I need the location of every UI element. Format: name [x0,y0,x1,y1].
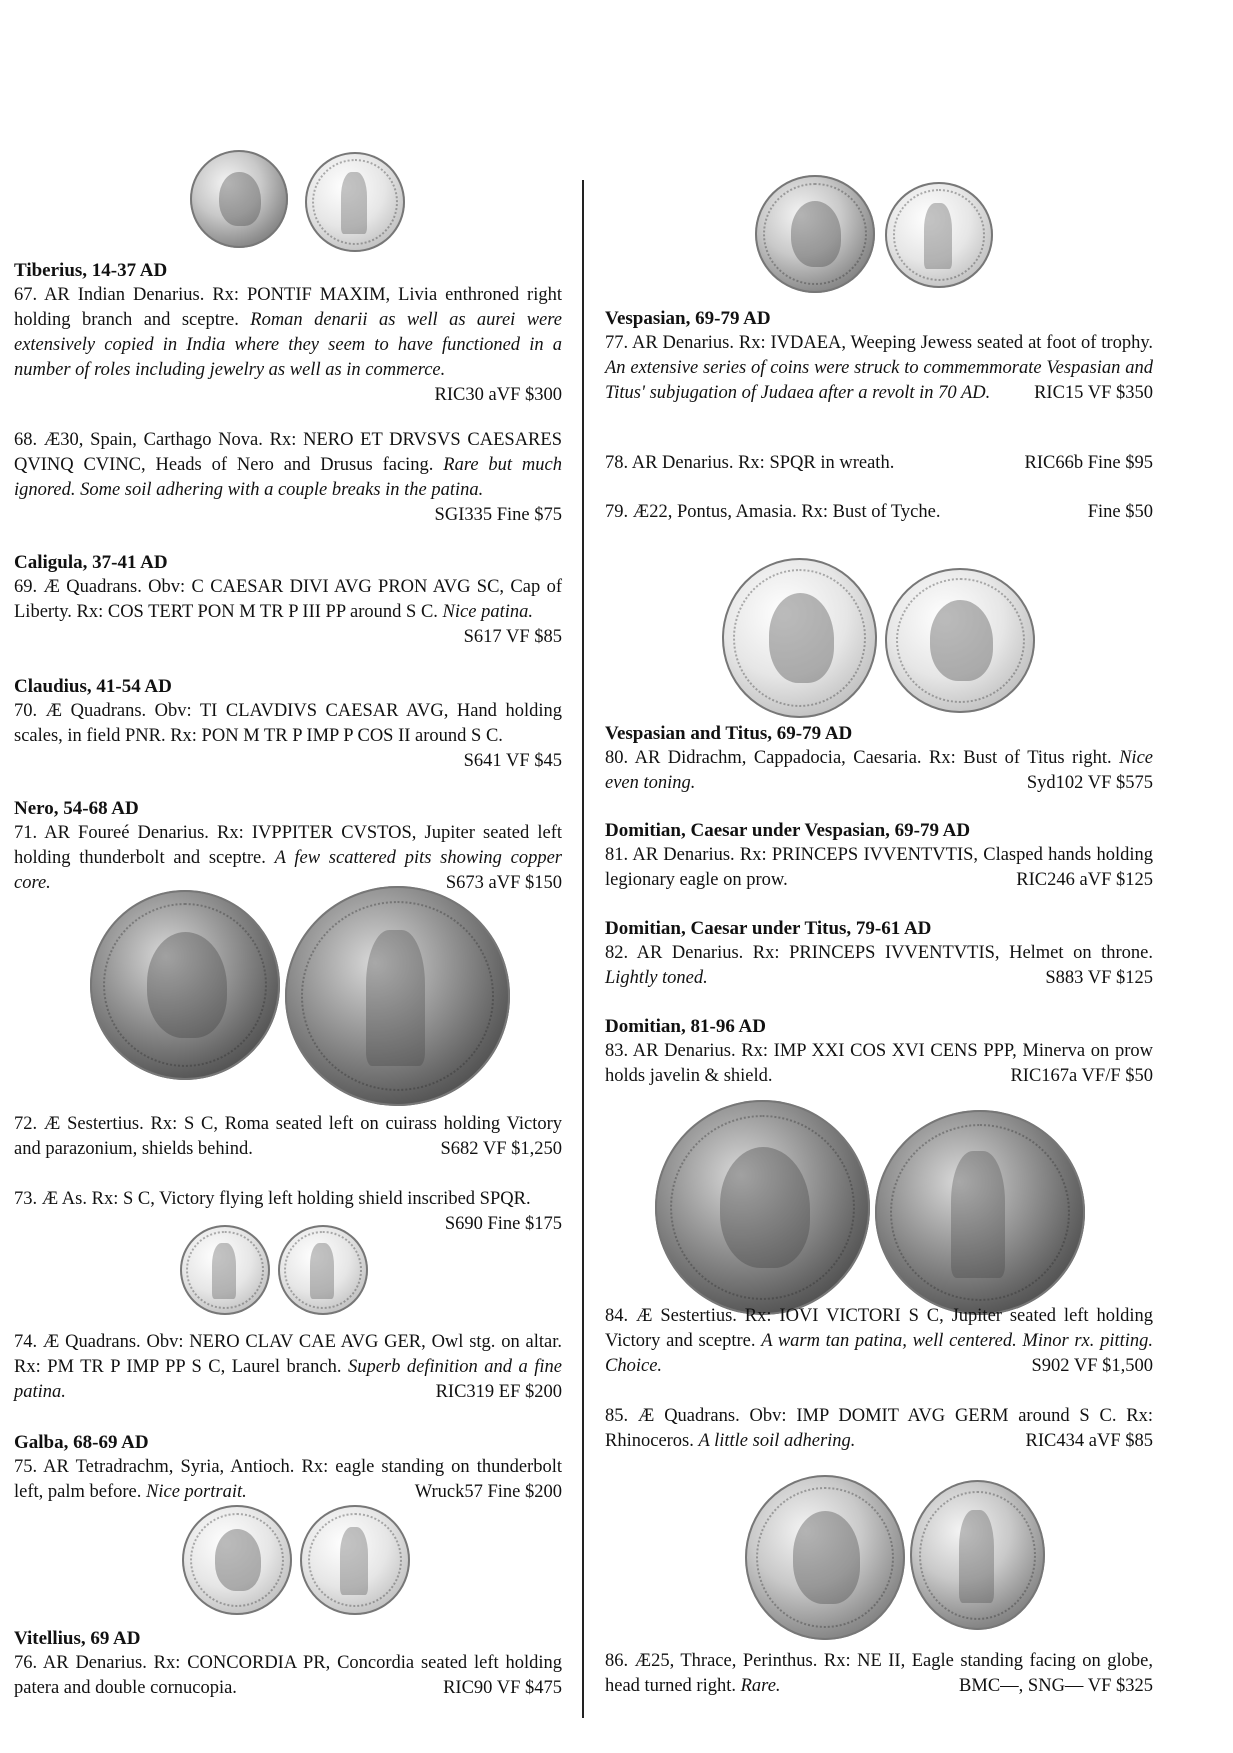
lot-75: 75. AR Tetradrachm, Syria, Antioch. Rx: eagle standing on thunderbolt left, palm before. Nice portrait. Wruck57 Fine $200 [14,1457,562,1502]
lot-85: 85. Æ Quadrans. Obv: IMP DOMIT AVG GERM around S C. Rx: Rhinoceros. A little soil adhering. RIC434 aVF $85 [605,1406,1153,1451]
coin-80-obverse-image [722,558,877,718]
coin-72-obverse-image [90,890,280,1080]
coin-67-reverse-image [305,152,405,252]
coin-73-obverse-image [180,1225,270,1315]
coin-86-reverse-image [910,1480,1045,1630]
column-divider [582,180,584,1718]
heading-galba: Galba, 68-69 AD [14,1432,149,1453]
coin-67-obverse-image [190,150,288,248]
lot-84: 84. Æ Sestertius. Rx: IOVI VICTORI S C, Jupiter seated left holding Victory and sceptre. A warm tan patina, well centered. Minor rx. pitting. Choice. S902 VF $1,500 [605,1306,1153,1376]
lot-83: 83. AR Denarius. Rx: IMP XXI COS XVI CENS PPP, Minerva on prow holds javelin & shield. RIC167a VF/F $50 [605,1041,1153,1086]
coin-86-obverse-image [745,1475,905,1640]
lot-74: 74. Æ Quadrans. Obv: NERO CLAV CAE AVG GER, Owl stg. on altar. Rx: PM TR P IMP PP S C, Laurel branch. Superb definition and a fine patina. RIC319 EF $200 [14,1332,563,1402]
coin-77-obverse-image [755,175,875,293]
lot-80: 80. AR Didrachm, Cappadocia, Caesaria. Rx: Bust of Titus right. Nice even toning. Syd102 VF $575 [605,748,1153,793]
heading-caligula: Caligula, 37-41 AD [14,552,168,573]
coin-72-reverse-image [285,886,510,1106]
heading-claudius: Claudius, 41-54 AD [14,676,172,697]
lot-71: 71. AR Foureé Denarius. Rx: IVPPITER CVSTOS, Jupiter seated left holding thunderbolt and sceptre. A few scattered pits showing copper core. S673 aVF $150 [14,823,562,893]
lot-76: 76. AR Denarius. Rx: CONCORDIA PR, Concordia seated left holding patera and double cornucopia. RIC90 VF $475 [14,1653,562,1698]
coin-84-reverse-image [875,1110,1085,1315]
heading-nero: Nero, 54-68 AD [14,798,139,819]
lot-82: 82. AR Denarius. Rx: PRINCEPS IVVENTVTIS, Helmet on throne. Lightly toned. S883 VF $125 [605,943,1153,988]
coin-73-reverse-image [278,1225,368,1315]
lot-69: 69. Æ Quadrans. Obv: C CAESAR DIVI AVG PRON AVG SC, Cap of Liberty. Rx: COS TERT PON M TR P III PP around S C. Nice patina. S617 VF $85 [14,577,562,647]
lot-72: 72. Æ Sestertius. Rx: S C, Roma seated left on cuirass holding Victory and parazonium, shields behind. S682 VF $1,250 [14,1114,562,1159]
coin-80-reverse-image [885,568,1035,713]
heading-domitian-caesar-titus: Domitian, Caesar under Titus, 79-61 AD [605,918,932,939]
heading-vespasian-titus: Vespasian and Titus, 69-79 AD [605,723,853,744]
lot-77: 77. AR Denarius. Rx: IVDAEA, Weeping Jewess seated at foot of trophy. An extensive series of coins were struck to commemmorate Vespasian and Titus' subjugation of Judaea after a revolt in 70 AD. RIC15 VF $350 [605,333,1153,403]
heading-vitellius: Vitellius, 69 AD [14,1628,141,1649]
heading-tiberius: Tiberius, 14-37 AD [14,260,168,281]
heading-domitian: Domitian, 81-96 AD [605,1016,766,1037]
coin-75-reverse-image [300,1505,410,1615]
heading-domitian-caesar-vespasian: Domitian, Caesar under Vespasian, 69-79 AD [605,820,971,841]
lot-67: 67. AR Indian Denarius. Rx: PONTIF MAXIM, Livia enthroned right holding branch and sceptre. Roman denarii as well as aurei were extensively copied in India where they seem to have functioned in a number of roles including jewelry as well as in commerce. RIC30 aVF $300 [14,285,562,405]
lot-70: 70. Æ Quadrans. Obv: TI CLAVDIVS CAESAR AVG, Hand holding scales, in field PNR. Rx: PON M TR P IMP P COS II around S C. S641 VF $45 [14,701,562,771]
lot-68: 68. Æ30, Spain, Carthago Nova. Rx: NERO ET DRVSVS CAESARES QVINQ CVINC, Heads of Nero and Drusus facing. Rare but much ignored. Some soil adhering with a couple breaks in the patina. SGI335 Fine $75 [14,430,562,525]
coin-84-obverse-image [655,1100,870,1315]
lot-81: 81. AR Denarius. Rx: PRINCEPS IVVENTVTIS, Clasped hands holding legionary eagle on prow. RIC246 aVF $125 [605,845,1153,890]
lot-79: 79. Æ22, Pontus, Amasia. Rx: Bust of Tyche. Fine $50 [605,502,1153,522]
lot-78: 78. AR Denarius. Rx: SPQR in wreath. RIC66b Fine $95 [605,453,1153,473]
lot-86: 86. Æ25, Thrace, Perinthus. Rx: NE II, Eagle standing facing on globe, head turned right. Rare. BMC—, SNG— VF $325 [605,1651,1153,1696]
heading-vespasian: Vespasian, 69-79 AD [605,308,771,329]
coin-75-obverse-image [182,1505,292,1615]
lot-73: 73. Æ As. Rx: S C, Victory flying left holding shield inscribed SPQR. S690 Fine $175 [14,1189,562,1234]
coin-77-reverse-image [885,182,993,288]
